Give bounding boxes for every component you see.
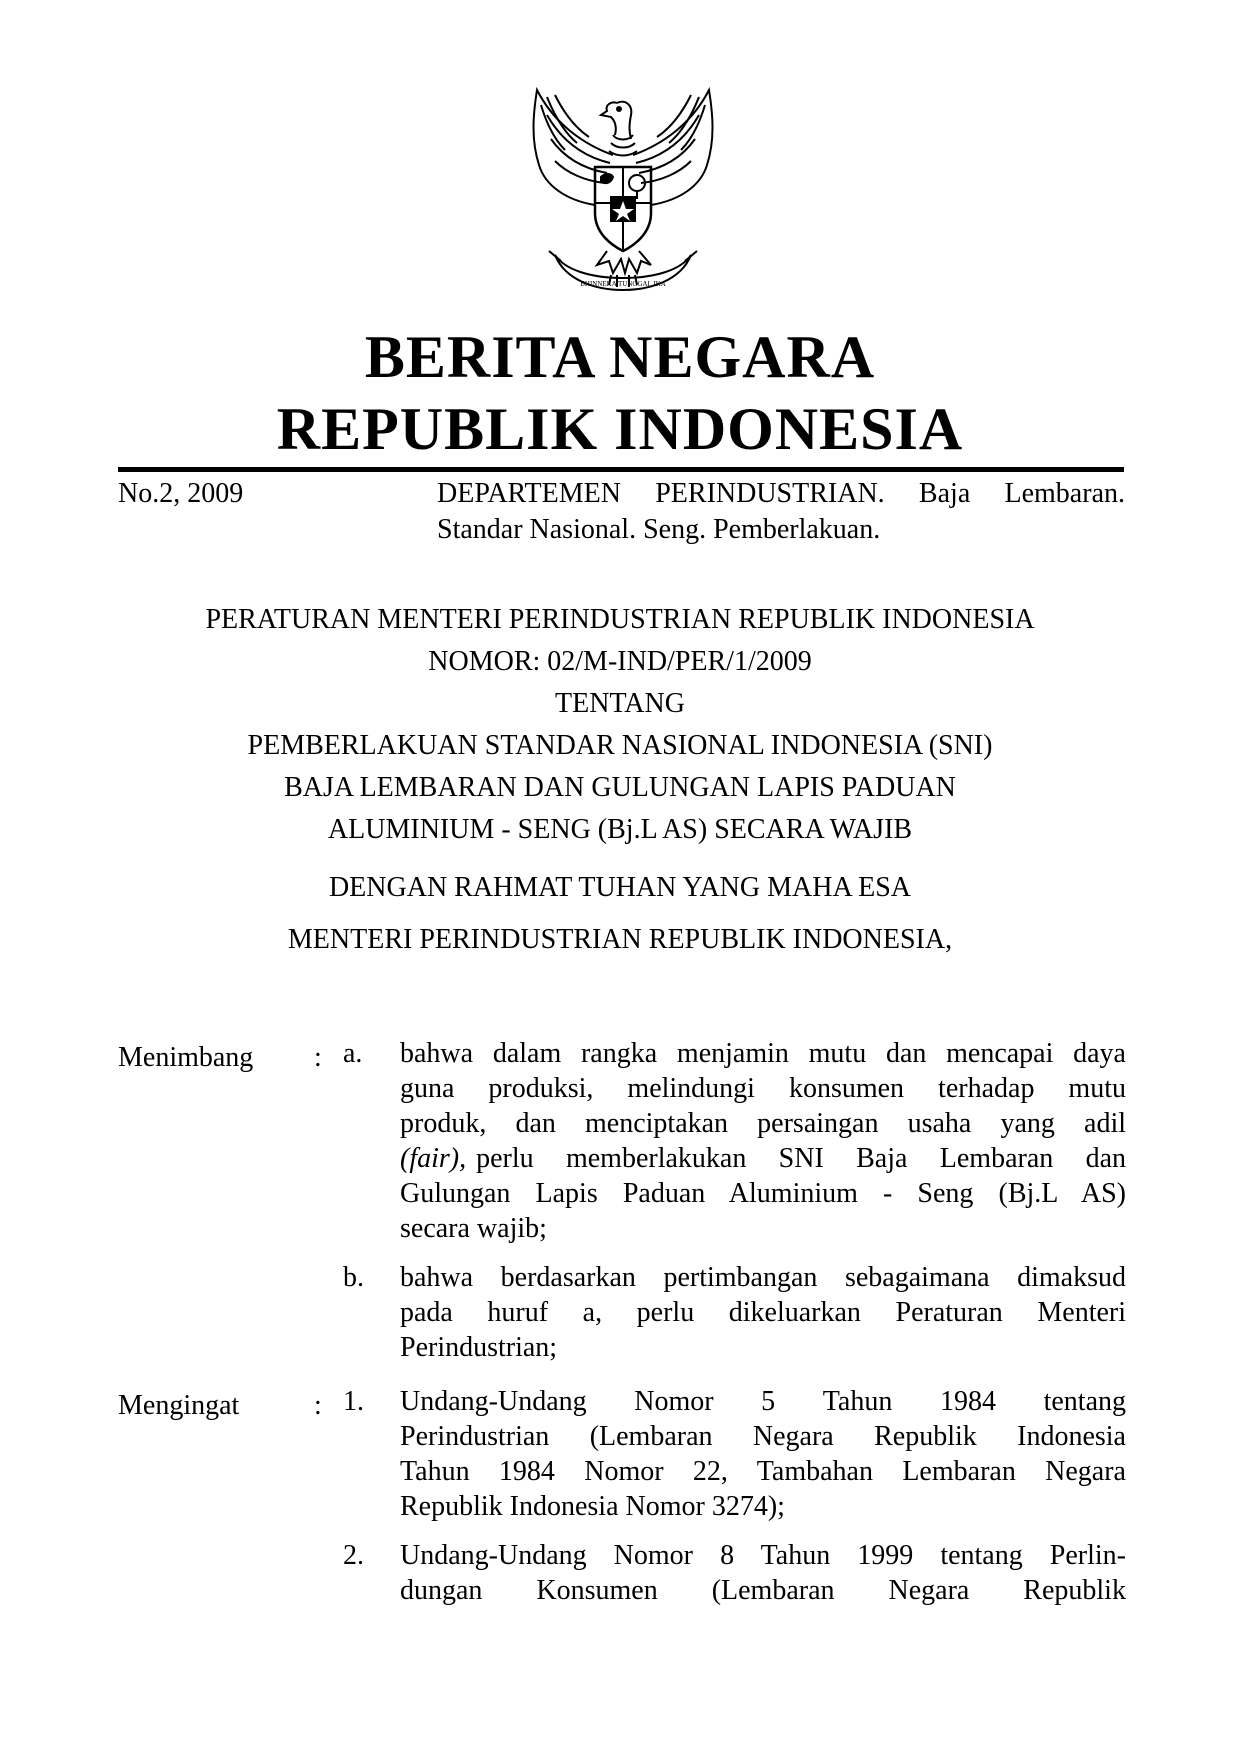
word: dungan [400,1575,483,1606]
word: tentang [1043,1386,1126,1417]
text-line: Gulungan Lapis Paduan Aluminium - Seng (Bj.L AS) [400,1178,1126,1209]
gazette-title-line2: REPUBLIK INDONESIA [276,396,964,462]
invocation: DENGAN RAHMAT TUHAN YANG MAHA ESA [328,872,912,903]
mengingat-marker-2: 2. [343,1540,364,1571]
word: Republik [1023,1575,1126,1606]
text-line: guna produksi, melindungi konsumen terhadap mutu [400,1073,1126,1104]
mengingat-item-1 [400,1384,1126,1524]
department-line1: DEPARTEMEN PERINDUSTRIAN. Baja Lembaran. [437,478,1125,509]
word: Nomor [634,1386,714,1417]
gazette-title-line1: BERITA NEGARA [364,324,876,390]
text-line [400,1384,1126,1419]
text-line [400,1573,1126,1608]
text-line: pada huruf a, perlu dikeluarkan Peraturan Menteri [400,1297,1126,1328]
word: 1984 [939,1386,996,1417]
menimbang-colon: : [314,1042,322,1073]
text-line: bahwa berdasarkan pertimbangan sebagaimana dimaksud [400,1262,1126,1293]
word: 5 [761,1386,776,1417]
text-line: Republik Indonesia Nomor 3274); [400,1491,785,1522]
word: Konsumen [536,1575,658,1606]
menimbang-marker-a: a. [343,1038,363,1069]
word: Negara [888,1575,970,1606]
regulation-subject-line1: PEMBERLAKUAN STANDAR NASIONAL INDONESIA (SNI) [247,730,993,761]
text-line-rest: perlu memberlakukan SNI Baja Lembaran dan [476,1143,1126,1174]
word: (Lembaran [711,1575,835,1606]
text-line: secara wajib; [400,1213,547,1244]
text-line: Undang-Undang Nomor 8 Tahun 1999 tentang Perlin- [400,1540,1126,1571]
regulation-about: TENTANG [555,688,685,719]
menimbang-marker-b: b. [343,1262,364,1293]
text-line [400,1141,1126,1176]
mengingat-marker-1: 1. [343,1386,364,1417]
minister-heading: MENTERI PERINDUSTRIAN REPUBLIK INDONESIA, [287,924,953,955]
emblem-motto: BHINNEKA TUNGGAL IKA [580,280,666,288]
text-line: Perindustrian (Lembaran Negara Republik Indonesia [400,1421,1126,1452]
word: Tahun [822,1386,893,1417]
department-line2: Standar Nasional. Seng. Pemberlakuan. [437,514,881,545]
regulation-subject-line2: BAJA LEMBARAN DAN GULUNGAN LAPIS PADUAN [284,772,956,803]
mengingat-item-2 [400,1538,1126,1608]
text-line: bahwa dalam rangka menjamin mutu dan mencapai daya [400,1038,1126,1069]
menimbang-label: Menimbang [118,1042,254,1073]
word: Undang-Undang [400,1386,587,1417]
regulation-title: PERATURAN MENTERI PERINDUSTRIAN REPUBLIK INDONESIA [205,604,1035,635]
menimbang-item-a [400,1036,1126,1246]
text-line: Perindustrian; [400,1332,558,1363]
mengingat-label: Mengingat [118,1390,240,1421]
italic-term: (fair), [400,1143,467,1174]
regulation-number: NOMOR: 02/M-IND/PER/1/2009 [428,646,812,677]
gazette-number: No.2, 2009 [118,478,244,509]
header-divider [118,467,1124,472]
department-subject [437,476,1125,548]
menimbang-item-b [400,1260,1126,1365]
regulation-subject-line3: ALUMINIUM - SENG (Bj.L AS) SECARA WAJIB [327,814,913,845]
mengingat-colon: : [314,1390,322,1421]
garuda-pancasila-emblem-icon [525,85,721,300]
text-line: produk, dan menciptakan persaingan usaha yang adil [400,1108,1126,1139]
text-line: Tahun 1984 Nomor 22, Tambahan Lembaran Negara [400,1456,1126,1487]
